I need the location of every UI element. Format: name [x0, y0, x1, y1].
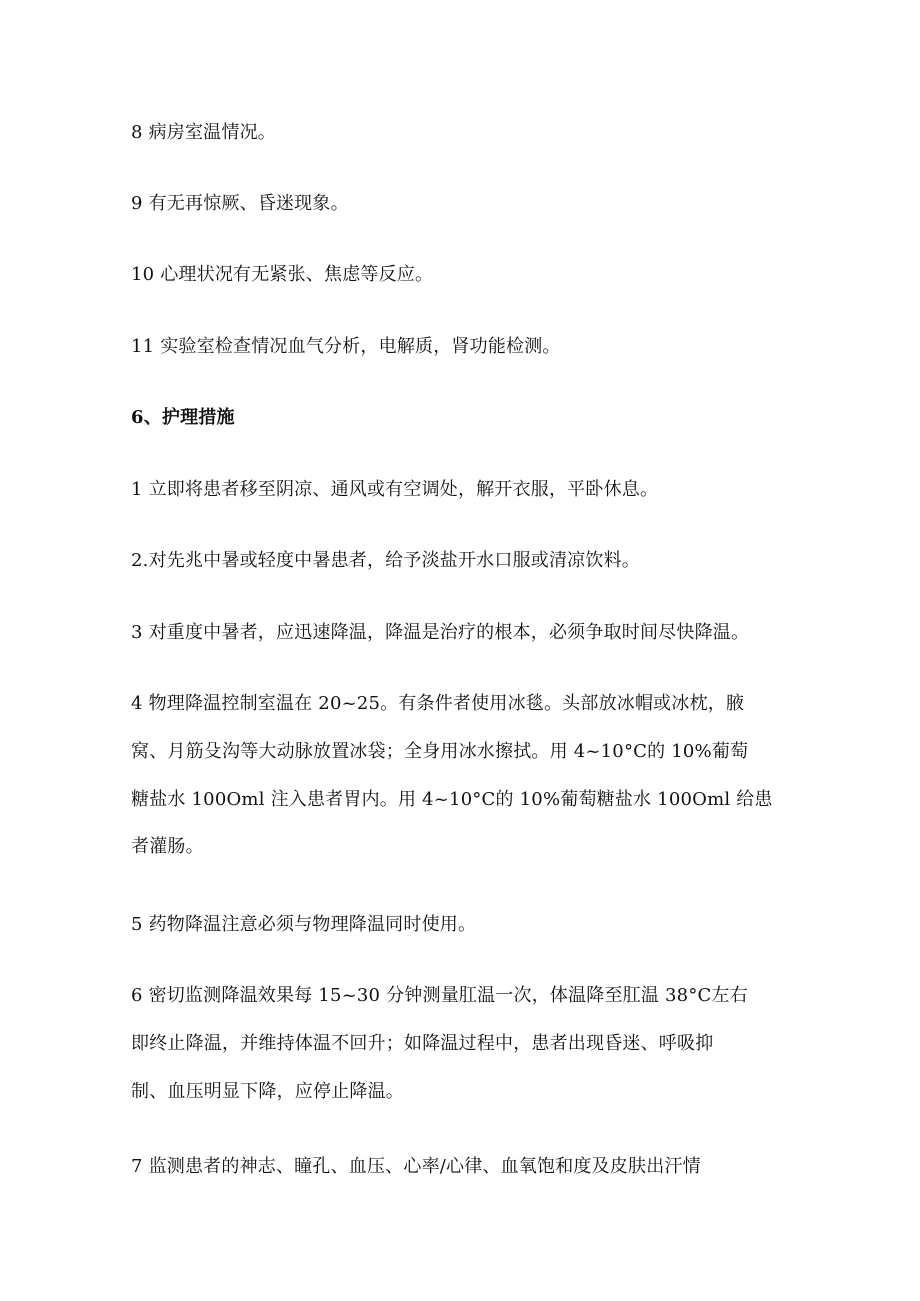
text-line-item-9: 9 有无再惊厥、昏迷现象。: [131, 193, 349, 214]
text-line-measure-4-part-1: 4 物理降温控制室温在 20~25。有条件者使用冰毯。头部放冰帽或冰枕，腋: [131, 693, 745, 714]
text-line-measure-1: 1 立即将患者移至阴凉、通风或有空调处，解开衣服，平卧休息。: [131, 479, 659, 500]
text-line-measure-7: 7 监测患者的神志、瞳孔、血压、心率/心律、血氧饱和度及皮肤出汗情: [131, 1156, 701, 1177]
text-line-measure-3: 3 对重度中暑者，应迅速降温，降温是治疗的根本，必须争取时间尽快降温。: [131, 622, 750, 643]
text-line-measure-6-part-1: 6 密切监测降温效果每 15~30 分钟测量肛温一次，体温降至肛温 38°C左右: [131, 985, 748, 1006]
text-line-measure-2: 2.对先兆中暑或轻度中暑患者，给予淡盐开水口服或清凉饮料。: [131, 550, 640, 571]
text-line-measure-4-part-3: 糖盐水 100Oml 注入患者胃内。用 4~10°C的 10%葡萄糖盐水 100Oml 给患: [131, 789, 773, 810]
text-line-measure-5: 5 药物降温注意必须与物理降温同时使用。: [131, 914, 477, 935]
text-line-measure-6-part-3: 制、血压明显下降，应停止降温。: [131, 1081, 404, 1102]
text-line-item-10: 10 心理状况有无紧张、焦虑等反应。: [131, 264, 434, 285]
text-line-measure-6-part-2: 即终止降温，并维持体温不回升；如降温过程中，患者出现昏迷、呼吸抑: [131, 1033, 714, 1054]
text-line-measure-4-part-4: 者灌肠。: [131, 836, 204, 857]
text-line-measure-4-part-2: 窝、月筋殳沟等大动脉放置冰袋；全身用冰水擦拭。用 4~10°C的 10%葡萄: [131, 741, 749, 762]
text-line-item-11: 11 实验室检查情况血气分析，电解质，肾功能检测。: [131, 336, 561, 357]
text-line-item-8: 8 病房室温情况。: [131, 122, 276, 143]
section-heading-nursing-measures: 6、护理措施: [131, 407, 235, 428]
